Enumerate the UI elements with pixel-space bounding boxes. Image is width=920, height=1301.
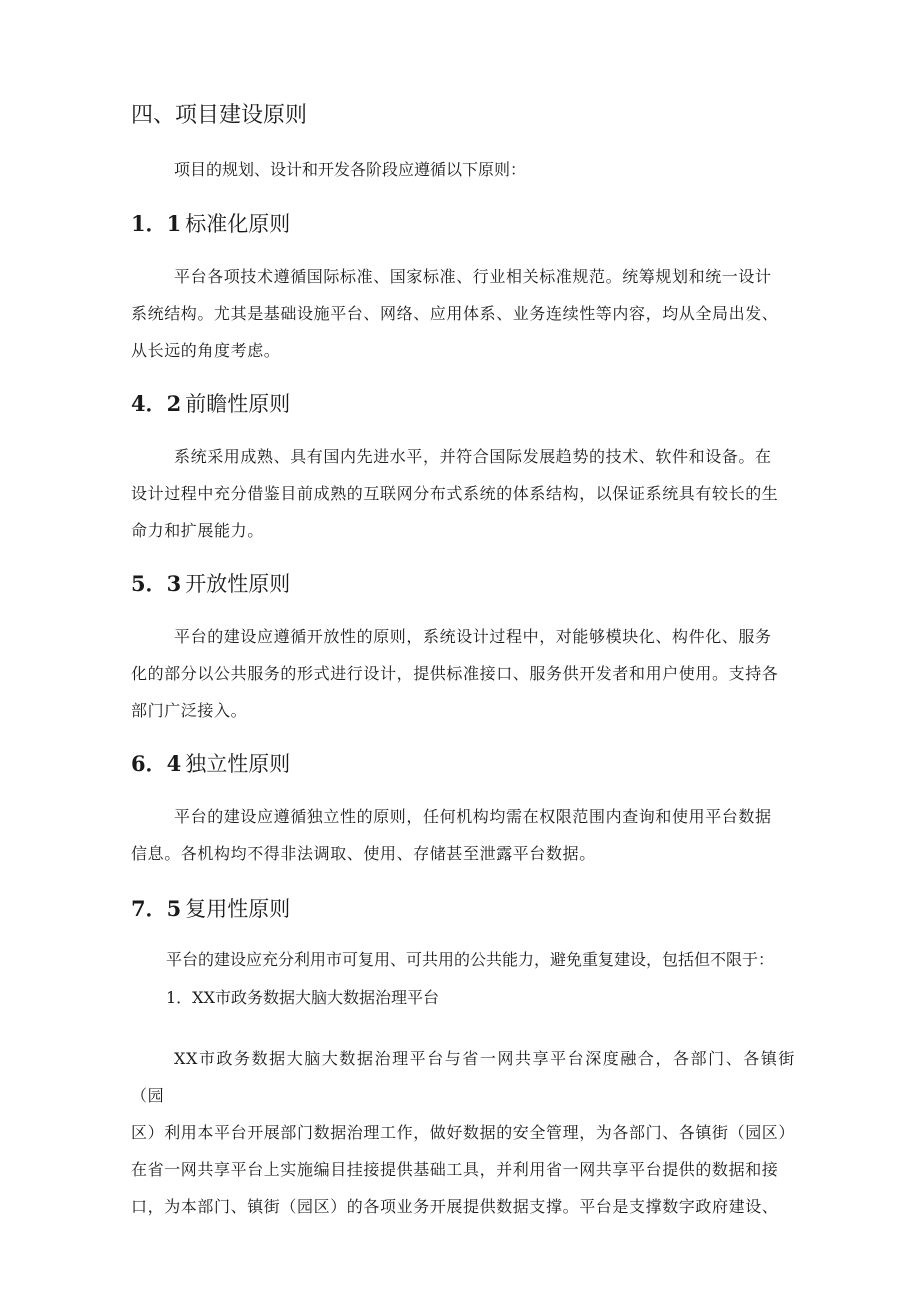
body-line: XX市政务数据大脑大数据治理平台与省一网共享平台深度融合，各部门、各镇街（园 — [131, 1049, 795, 1105]
section-title: 前瞻性原则 — [185, 392, 291, 416]
platform-description — [131, 1040, 795, 1225]
body-line: 系统结构。尤其是基础设施平台、网络、应用体系、业务连续性等内容，均从全局出发、 — [131, 304, 779, 323]
body-line: 信息。各机构均不得非法调取、使用、存储甚至泄露平台数据。 — [131, 844, 596, 863]
section-title: 开放性原则 — [185, 572, 291, 596]
section-heading-independence — [131, 749, 290, 779]
section-body-openness — [131, 618, 795, 729]
reuse-intro: 平台的建设应充分利用市可复用、可共用的公共能力，避免重复建设，包括但不限于： — [166, 950, 775, 969]
body-line: 设计过程中充分借鉴目前成熟的互联网分布式系统的体系结构，以保证系统具有较长的生 — [131, 484, 779, 503]
section-heading-forward-looking — [131, 389, 290, 419]
section-heading-standardization — [131, 209, 290, 239]
section-number: 7．5 — [131, 896, 182, 921]
list-item-data-brain-platform: 1．XX市政务数据大脑大数据治理平台 — [166, 988, 439, 1007]
section-heading-openness — [131, 569, 290, 599]
body-line: 区）利用本平台开展部门数据治理工作，做好数据的安全管理，为各部门、各镇街（园区） — [131, 1123, 796, 1142]
body-line: 口，为本部门、镇街（园区）的各项业务开展提供数据支撑。平台是支撑数字政府建设、 — [131, 1197, 779, 1216]
body-line: 在省一网共享平台上实施编目挂接提供基础工具，并利用省一网共享平台提供的数据和接 — [131, 1160, 779, 1179]
section-title: 独立性原则 — [185, 752, 291, 776]
body-line: 命力和扩展能力。 — [131, 521, 264, 540]
body-line: 部门广泛接入。 — [131, 701, 248, 720]
section-heading-reusability — [131, 894, 290, 924]
intro-paragraph: 项目的规划、设计和开发各阶段应遵循以下原则： — [174, 160, 527, 179]
section-number: 4．2 — [131, 391, 182, 416]
section-title: 复用性原则 — [185, 897, 291, 921]
body-line: 平台的建设应遵循开放性的原则，系统设计过程中，对能够模块化、构件化、服务 — [174, 627, 772, 646]
body-line: 系统采用成熟、具有国内先进水平，并符合国际发展趋势的技术、软件和设备。在 — [174, 447, 772, 466]
body-line: 平台各项技术遵循国际标准、国家标准、行业相关标准规范。统筹规划和统一设计 — [174, 267, 772, 286]
section-number: 6．4 — [131, 751, 182, 776]
section-body-standardization — [131, 258, 795, 369]
chapter-heading: 四、项目建设原则 — [131, 103, 308, 128]
section-number: 1．1 — [131, 211, 182, 236]
body-line: 从长远的角度考虑。 — [131, 341, 281, 360]
section-title: 标准化原则 — [185, 212, 291, 236]
body-line: 平台的建设应遵循独立性的原则，任何机构均需在权限范围内查询和使用平台数据 — [174, 807, 772, 826]
section-body-independence — [131, 798, 795, 872]
section-number: 5．3 — [131, 571, 182, 596]
section-body-forward-looking — [131, 438, 795, 549]
body-line: 化的部分以公共服务的形式进行设计，提供标准接口、服务供开发者和用户使用。支持各 — [131, 664, 779, 683]
